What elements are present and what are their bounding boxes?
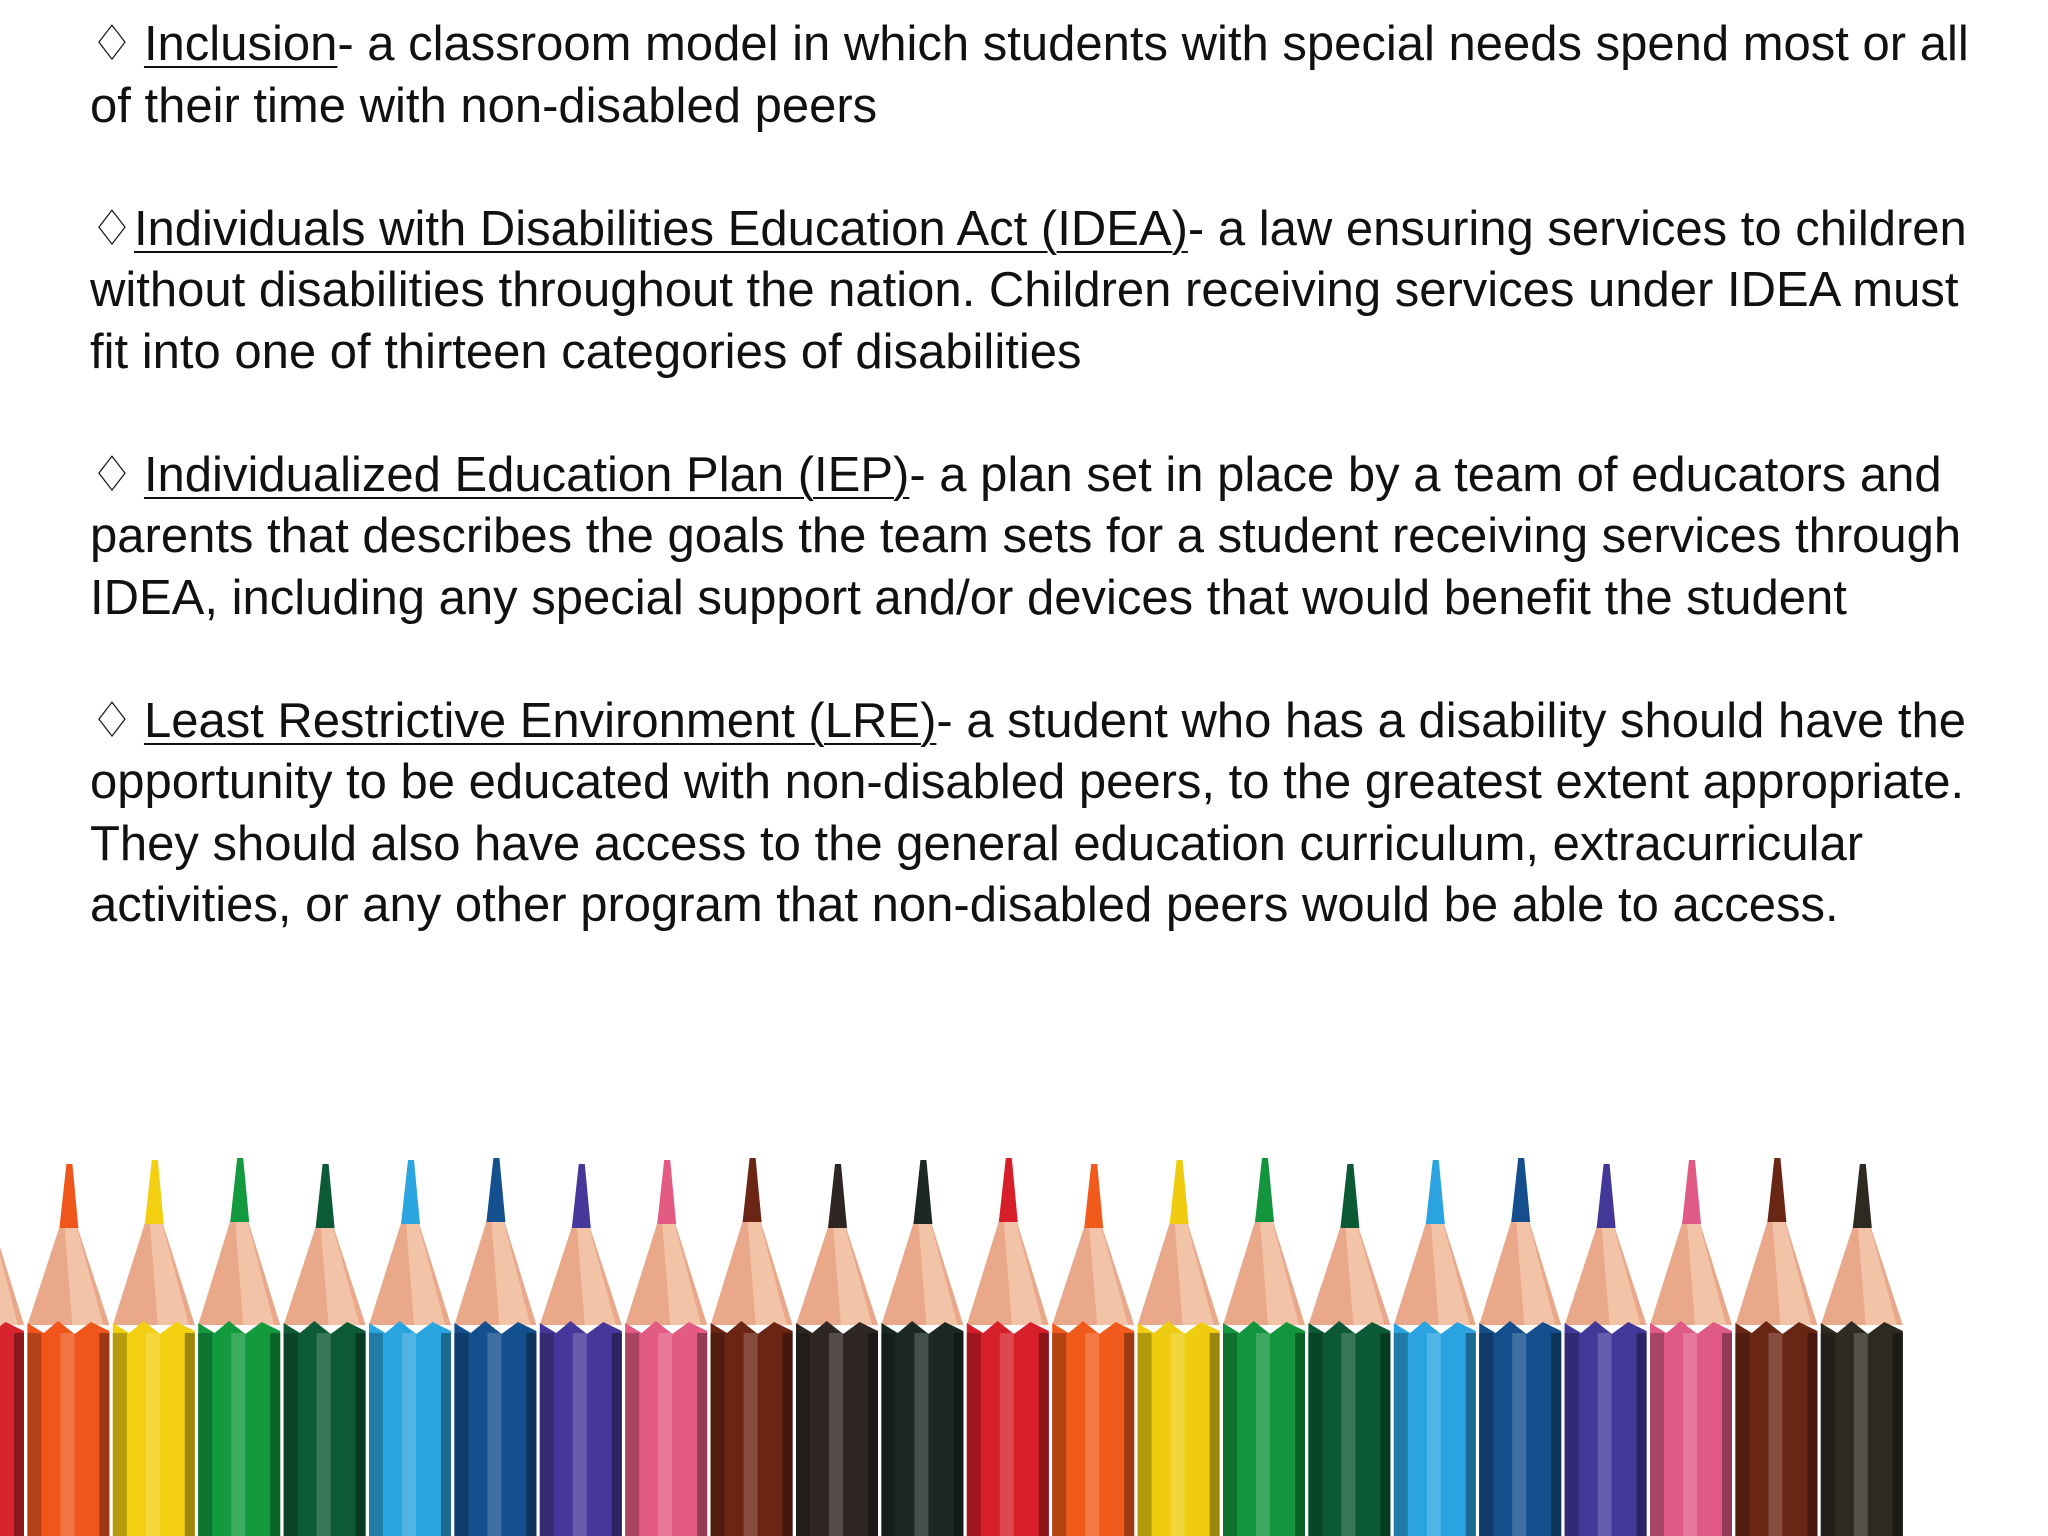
pencil-lead <box>572 1164 591 1228</box>
diamond-bullet-icon: ♢ <box>90 447 134 502</box>
pencil-facet-dark <box>1650 1333 1664 1536</box>
pencil-lead <box>1255 1158 1274 1222</box>
pencil-facet-dark <box>625 1333 639 1536</box>
definition-text: - a classroom model in which students with special needs spend most or all of their time with non-disabled peers <box>90 17 1969 133</box>
term-lre: Least Restrictive Environment (LRE) <box>143 693 937 748</box>
pencil-lead <box>1511 1158 1530 1222</box>
pencil-lead <box>401 1160 420 1224</box>
pencil-facet-light <box>573 1333 587 1536</box>
pencil-lead <box>486 1158 505 1222</box>
pencil-facet-light <box>914 1333 928 1536</box>
pencil <box>1821 1164 1903 1536</box>
pencil-facet-light <box>1683 1333 1697 1536</box>
pencil-lead <box>145 1160 164 1224</box>
definition-idea <box>90 199 2010 384</box>
term-iep: Individualized Education Plan (IEP) <box>143 447 910 502</box>
colored-pencils-image <box>0 1150 2048 1536</box>
pencil-facet-light <box>231 1333 245 1536</box>
pencil <box>1052 1164 1134 1536</box>
pencil-facet-edge <box>14 1333 24 1536</box>
pencil <box>540 1164 622 1536</box>
pencil <box>284 1164 366 1536</box>
pencil-facet-dark <box>113 1333 127 1536</box>
pencil-lead <box>1853 1164 1872 1228</box>
pencil-facet-dark <box>284 1333 298 1536</box>
pencil-facet-edge <box>270 1333 280 1536</box>
pencil-facet-edge <box>441 1333 451 1536</box>
pencil-facet-dark <box>1565 1333 1579 1536</box>
pencil-facet-edge <box>356 1333 366 1536</box>
pencil-facet-dark <box>881 1333 895 1536</box>
pencils-illustration <box>0 1150 2048 1536</box>
pencil-facet-edge <box>697 1333 707 1536</box>
pencil-facet-light <box>1598 1333 1612 1536</box>
pencil-facet-light <box>402 1333 416 1536</box>
pencil-facet-dark <box>369 1333 383 1536</box>
pencil-lead <box>1340 1164 1359 1228</box>
pencil <box>454 1158 536 1536</box>
pencil-facet-edge <box>1637 1333 1647 1536</box>
pencil-facet-edge <box>783 1333 793 1536</box>
pencil-facet-light <box>744 1333 758 1536</box>
pencil-facet-dark <box>1394 1333 1408 1536</box>
diamond-bullet-icon: ♢ <box>90 201 134 256</box>
pencil <box>625 1160 707 1536</box>
pencil <box>1650 1160 1732 1536</box>
pencil-facet-edge <box>1466 1333 1476 1536</box>
pencil-facet-light <box>317 1333 331 1536</box>
pencil-facet-edge <box>1124 1333 1134 1536</box>
pencil-facet-light <box>1171 1333 1185 1536</box>
pencil-facet-edge <box>526 1333 536 1536</box>
pencil-lead <box>1426 1160 1445 1224</box>
pencil-lead <box>316 1164 335 1228</box>
pencil-facet-dark <box>454 1333 468 1536</box>
pencil <box>113 1160 195 1536</box>
pencil <box>1223 1158 1305 1536</box>
pencil-lead <box>1170 1160 1189 1224</box>
pencil <box>967 1158 1049 1536</box>
diamond-bullet-icon: ♢ <box>90 693 134 748</box>
pencil-lead <box>1597 1164 1616 1228</box>
pencil-facet-light <box>1256 1333 1270 1536</box>
pencil-facet-edge <box>612 1333 622 1536</box>
pencil <box>0 1158 24 1536</box>
pencil-lead <box>1084 1164 1103 1228</box>
pencil-facet-light <box>1085 1333 1099 1536</box>
pencil-facet-light <box>1854 1333 1868 1536</box>
pencil <box>1735 1158 1817 1536</box>
pencil-facet-edge <box>953 1333 963 1536</box>
pencil-facet-edge <box>1210 1333 1220 1536</box>
definition-lre <box>90 691 2010 937</box>
pencil <box>881 1160 963 1536</box>
pencil <box>1138 1160 1220 1536</box>
pencil-lead <box>59 1164 78 1228</box>
pencil <box>198 1158 280 1536</box>
pencil-facet-light <box>1000 1333 1014 1536</box>
pencil <box>1394 1160 1476 1536</box>
pencil-facet-dark <box>1052 1333 1066 1536</box>
pencil-facet-dark <box>198 1333 212 1536</box>
definition-text: - a student who has a disability should have the opportunity to be educated with non-disabled peers, to the greatest extent appropriate. They should also have access to the general education curriculum, extracurricular activities, or any other program that non-disabled peers would be able to access. <box>90 693 1967 932</box>
pencil-facet-edge <box>1380 1333 1390 1536</box>
pencil-facet-light <box>829 1333 843 1536</box>
pencil-lead <box>230 1158 249 1222</box>
pencil <box>796 1164 878 1536</box>
pencil-facet-edge <box>1807 1333 1817 1536</box>
pencil-facet-dark <box>1479 1333 1493 1536</box>
diamond-bullet-icon: ♢ <box>90 17 134 71</box>
pencil <box>27 1164 109 1536</box>
term-idea: Individuals with Disabilities Education Act (IDEA) <box>133 201 1188 256</box>
pencil-facet-edge <box>1295 1333 1305 1536</box>
definition-text: - a plan set in place by a team of educators and parents that describes the goals the team sets for a student receiving services through IDEA, including any special support and/or devices that would benefit the student <box>90 447 1962 625</box>
pencil-lead <box>657 1160 676 1224</box>
definition-text: - a law ensuring services to children without disabilities throughout the nation. Children receiving services under IDEA must fit into one of thirteen categories of disabilities <box>90 201 1967 379</box>
pencil <box>711 1158 793 1536</box>
pencil-lead <box>999 1158 1018 1222</box>
pencil-facet-dark <box>1735 1333 1749 1536</box>
pencil-facet-dark <box>796 1333 810 1536</box>
pencil-facet-light <box>1427 1333 1441 1536</box>
pencil-facet-light <box>658 1333 672 1536</box>
pencil-facet-dark <box>711 1333 725 1536</box>
pencil-facet-light <box>1768 1333 1782 1536</box>
pencil-facet-dark <box>27 1333 41 1536</box>
definition-inclusion <box>90 14 2010 137</box>
definition-iep <box>90 445 2010 630</box>
pencil <box>1565 1164 1647 1536</box>
pencil-lead <box>1682 1160 1701 1224</box>
pencil-facet-light <box>487 1333 501 1536</box>
pencil <box>1479 1158 1561 1536</box>
pencil-facet-dark <box>540 1333 554 1536</box>
pencil-facet-edge <box>1551 1333 1561 1536</box>
pencil-facet-edge <box>1722 1333 1732 1536</box>
pencil-facet-light <box>1341 1333 1355 1536</box>
pencil-facet-dark <box>1138 1333 1152 1536</box>
pencil-lead <box>828 1164 847 1228</box>
pencil-facet-dark <box>1308 1333 1322 1536</box>
pencil-facet-dark <box>967 1333 981 1536</box>
pencil-lead <box>913 1160 932 1224</box>
pencil-facet-edge <box>99 1333 109 1536</box>
pencil-facet-edge <box>185 1333 195 1536</box>
pencil-facet-edge <box>868 1333 878 1536</box>
definitions-list <box>90 14 2010 998</box>
pencil-facet-edge <box>1039 1333 1049 1536</box>
term-inclusion: Inclusion <box>143 17 338 71</box>
pencil <box>369 1160 451 1536</box>
pencil-facet-light <box>1512 1333 1526 1536</box>
pencil-lead <box>743 1158 762 1222</box>
pencil-facet-dark <box>1821 1333 1835 1536</box>
pencil-facet-edge <box>1893 1333 1903 1536</box>
pencil-facet-dark <box>1223 1333 1237 1536</box>
pencil-lead <box>1767 1158 1786 1222</box>
pencil <box>1308 1164 1390 1536</box>
pencil-facet-light <box>60 1333 74 1536</box>
pencil-facet-light <box>146 1333 160 1536</box>
